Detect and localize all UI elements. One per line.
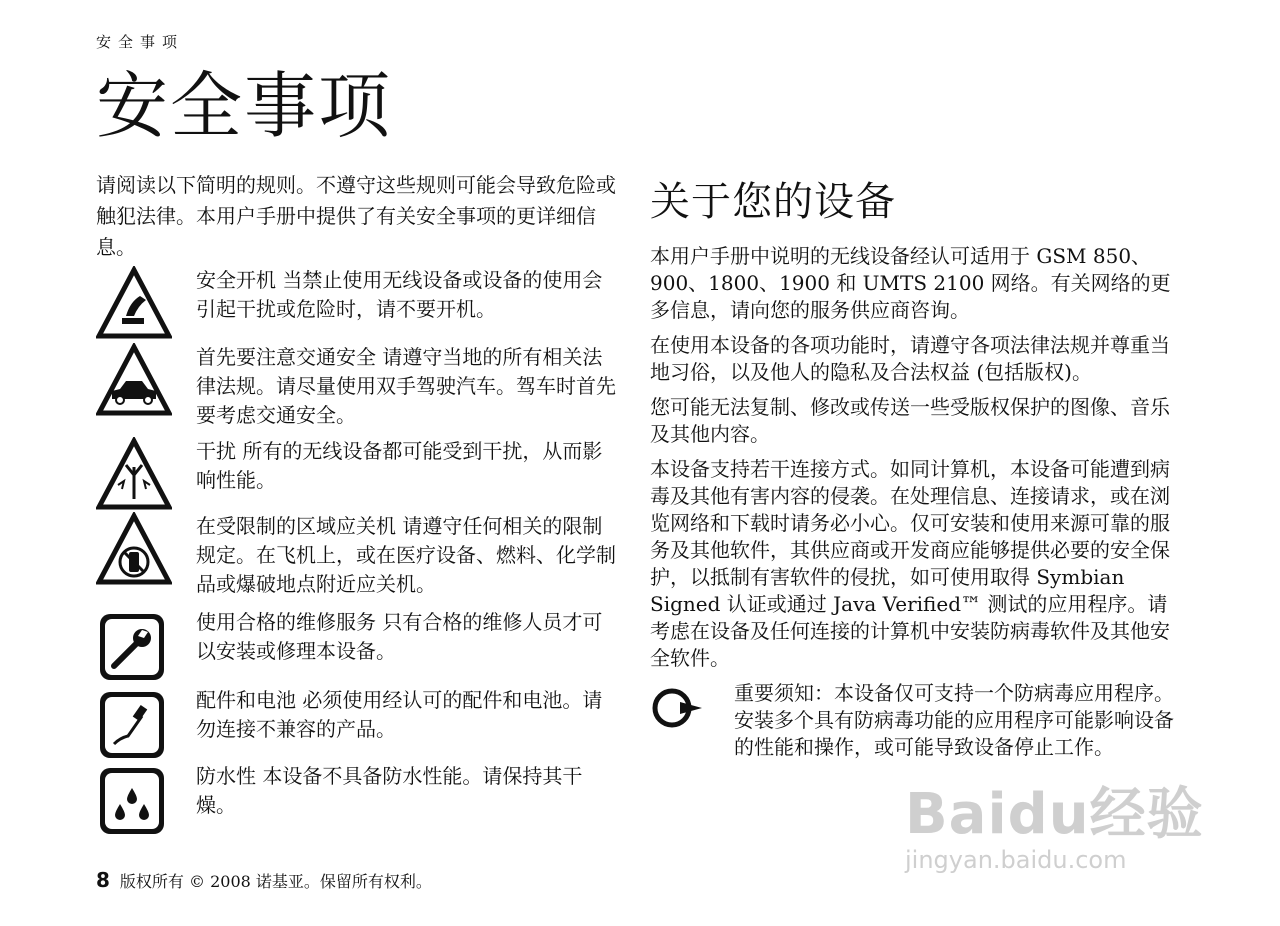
rule-heading: 使用合格的维修服务 (196, 610, 376, 634)
water-drops-icon (96, 762, 172, 838)
baidu-watermark (905, 770, 1205, 875)
rule-heading: 首先要注意交通安全 (196, 345, 376, 369)
rule-item-road-safety (96, 343, 626, 430)
device-paragraph: 您可能无法复制、修改或传送一些受版权保护的图像、音乐及其他内容。 (650, 395, 1170, 446)
page-footer (96, 868, 432, 892)
device-paragraph: 本设备支持若干连接方式。如同计算机，本设备可能遭到病毒及其他有害内容的侵袭。在处理信息、连接请求，或在浏览网络和下载时请务必小心。仅可安装和使用来源可靠的服务及其他软件，其供应商或开发商应能够提供必要的安全保护，以抵制有害软件的侵扰，如可使用取得 Symbian Signed 认证或通过 Java Verified™ 测试的应用程序。请考虑在设备及任何连接的计算机中安装防病毒软件及其他安全软件。 (650, 457, 1170, 670)
rule-heading: 配件和电池 (196, 688, 296, 712)
about-device-section (650, 170, 1175, 761)
hand-on-switch-icon (96, 266, 172, 342)
charger-plug-icon (96, 686, 172, 762)
rule-body: 请遵守任何相关的限制规定。在飞机上，或在医疗设备、燃料、化学制品或爆破地点附近应关机。 (196, 514, 616, 596)
copyright-text: 版权所有 © 2008 诺基亚。保留所有权利。 (119, 872, 432, 891)
page-title: 安全事项 (96, 64, 393, 148)
rule-item-qualified-service (96, 608, 626, 684)
device-paragraph: 在使用本设备的各项功能时，请遵守各项法律法规并尊重当地习俗，以及他人的隐私及合法权益 (包括版权)。 (650, 333, 1170, 384)
rule-body: 本设备不具备防水性能。请保持其干燥。 (196, 764, 583, 817)
rule-body: 当禁止使用无线设备或设备的使用会引起干扰或危险时，请不要开机。 (196, 268, 603, 321)
rule-item-switch-on-safely (96, 266, 626, 342)
wrench-icon (96, 608, 172, 684)
rule-body: 请遵守当地的所有相关法律法规。请尽量使用双手驾驶汽车。驾车时首先要考虑交通安全。 (196, 345, 616, 427)
rule-item-interference (96, 437, 626, 513)
rule-body: 必须使用经认可的配件和电池。请勿连接不兼容的产品。 (196, 688, 603, 741)
rule-item-restricted-areas (96, 512, 626, 599)
rule-heading: 在受限制的区域应关机 (196, 514, 396, 538)
important-note-icon (650, 680, 726, 761)
watermark-url: jingyan.baidu.com (905, 846, 1127, 874)
rule-body: 只有合格的维修人员才可以安装或修理本设备。 (196, 610, 603, 663)
device-paragraph: 本用户手册中说明的无线设备经认可适用于 GSM 850、900、1800、1900 和 UMTS 2100 网络。有关网络的更多信息，请向您的服务供应商咨询。 (650, 244, 1171, 322)
rule-item-accessories-batteries (96, 686, 626, 762)
rule-item-water-resistance (96, 762, 626, 838)
antenna-interference-icon (96, 437, 172, 513)
no-phone-icon (96, 512, 172, 588)
note-text: 本设备仅可支持一个防病毒应用程序。安装多个具有防病毒功能的应用程序可能影响设备的性能和操作，或可能导致设备停止工作。 (734, 681, 1174, 759)
important-note (650, 680, 1175, 761)
page-number: 8 (96, 868, 110, 892)
rule-heading: 安全开机 (196, 268, 276, 292)
watermark-logo: Baidu经验 (905, 782, 1204, 847)
rule-body: 所有的无线设备都可能受到干扰，从而影响性能。 (196, 439, 603, 492)
intro-paragraph: 请阅读以下简明的规则。不遵守这些规则可能会导致危险或触犯法律。本用户手册中提供了有关安全事项的更详细信息。 (96, 173, 616, 259)
car-icon (96, 343, 172, 419)
section-heading: 关于您的设备 (650, 179, 896, 225)
rule-heading: 防水性 (196, 764, 256, 788)
running-header: 安全事项 (96, 33, 185, 51)
note-label: 重要须知： (734, 681, 834, 705)
rule-heading: 干扰 (196, 439, 236, 463)
